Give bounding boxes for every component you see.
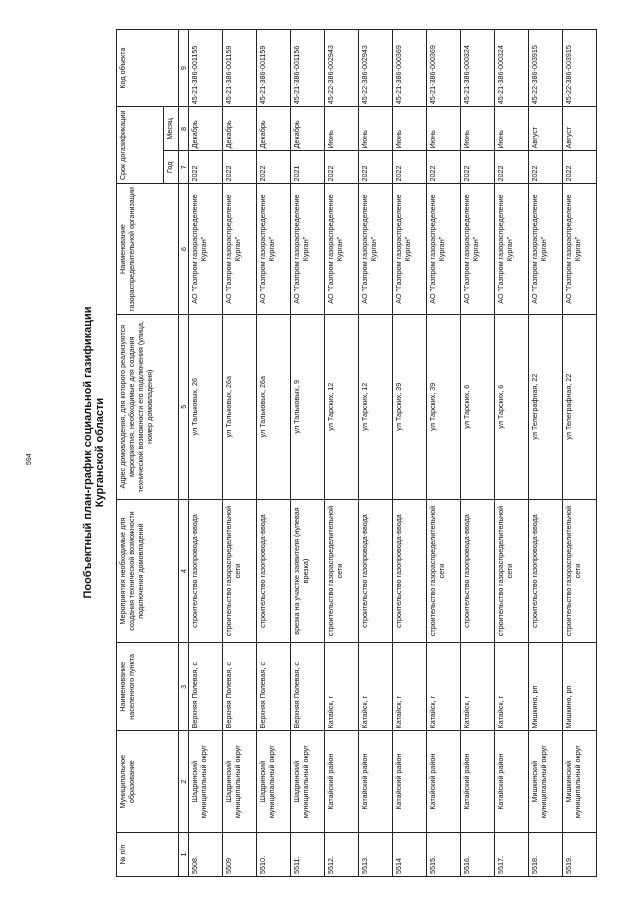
month-cell: Июнь [393,107,427,151]
month-cell: Август [529,107,563,151]
address-cell: ул Тарских, 39 [393,314,427,499]
row-number: 5514 [393,832,427,876]
col-header-year: Год [164,151,179,184]
settlement-cell: Верхняя Полевая, с [257,643,291,731]
measures-cell: строительство газопровода-ввода [359,499,393,642]
month-cell: Июнь [427,107,461,151]
address-cell: ул Телеграфная, 22 [529,314,563,499]
row-number: 5513. [359,832,393,876]
municipality-cell: Мишкинский муниципальный округ [529,731,563,832]
row-number: 5508. [189,832,223,876]
measures-cell: строительство газопровода-ввода [189,499,223,642]
gasification-table [116,29,597,877]
column-number: 8 [179,107,189,151]
object-code-cell: 45-21-386-000324 [495,30,529,107]
organization-cell: АО "Газпром газораспределение Курган" [223,184,257,314]
object-code-cell: 45-21-386-001155 [189,30,223,107]
year-cell: 2022 [393,151,427,184]
measures-cell: строительство газораспределительной сети [563,499,597,642]
page-number: 594 [26,453,33,465]
col-header-address: Адрес домовладения, для которого реализуются мероприятия, необходимые для создания технической возможности его подключения (улица, номер домовладения) [117,314,179,499]
address-cell: ул Тальковых, 26а [257,314,291,499]
month-cell: Декабрь [257,107,291,151]
address-cell: ул Телеграфная, 22 [563,314,597,499]
row-number: 5510. [257,832,291,876]
object-code-cell: 45-21-386-000324 [461,30,495,107]
settlement-cell: Верхняя Полевая, с [189,643,223,731]
settlement-cell: Катайск, г [495,643,529,731]
table-row [325,30,359,877]
object-code-cell: 45-21-386-000369 [393,30,427,107]
table-row [529,30,563,877]
col-header-object-code: Код объекта [117,30,179,107]
address-cell: ул Тальковых, 26а [223,314,257,499]
measures-cell: строительство газораспределительной сети [495,499,529,642]
measures-cell: строительство газораспределительной сети [427,499,461,642]
month-cell: Июнь [461,107,495,151]
address-cell: ул Тальковых, 9 [291,314,325,499]
measures-cell: строительство газопровода-ввода [257,499,291,642]
organization-cell: АО "Газпром газораспределение Курган" [291,184,325,314]
organization-cell: АО "Газпром газораспределение Курган" [189,184,223,314]
municipality-cell: Мишкинский муниципальный округ [563,731,597,832]
month-cell: Июнь [325,107,359,151]
table-row [189,30,223,877]
measures-cell: строительство газораспределительной сети [325,499,359,642]
object-code-cell: 45-21-386-001159 [257,30,291,107]
column-number: 5 [179,314,189,499]
settlement-cell: Верхняя Полевая, с [291,643,325,731]
address-cell: ул Тарских, 12 [359,314,393,499]
table-row [359,30,393,877]
row-number: 5516. [461,832,495,876]
object-code-cell: 45-21-386-001159 [223,30,257,107]
municipality-cell: Катайский район [427,731,461,832]
organization-cell: АО "Газпром газораспределение Курган" [427,184,461,314]
object-code-cell: 45-22-386-003915 [563,30,597,107]
year-cell: 2022 [223,151,257,184]
year-cell: 2022 [427,151,461,184]
object-code-cell: 45-21-386-000369 [427,30,461,107]
row-number: 5517. [495,832,529,876]
year-cell: 2021 [291,151,325,184]
column-number: 4 [179,499,189,642]
settlement-cell: Катайск, г [325,643,359,731]
organization-cell: АО "Газпром газораспределение Курган" [461,184,495,314]
settlement-cell: Катайск, г [427,643,461,731]
municipality-cell: Шадринский муниципальный округ [291,731,325,832]
row-number: 5518. [529,832,563,876]
table-row [427,30,461,877]
col-header-settlement: Наименование населенного пункта [117,643,179,731]
organization-cell: АО "Газпром газораспределение Курган" [393,184,427,314]
column-numbers-row [179,30,189,877]
year-cell: 2022 [529,151,563,184]
month-cell: Декабрь [291,107,325,151]
address-cell: ул Тарских, 6 [495,314,529,499]
object-code-cell: 45-22-386-002943 [325,30,359,107]
address-cell: ул Тальковых, 26 [189,314,223,499]
col-header-num: № п/п [117,832,179,876]
municipality-cell: Катайский район [359,731,393,832]
settlement-cell: Катайск, г [393,643,427,731]
table-body [179,30,597,877]
table-row [223,30,257,877]
row-number: 5519. [563,832,597,876]
organization-cell: АО "Газпром газораспределение Курган" [325,184,359,314]
municipality-cell: Шадринский муниципальный округ [223,731,257,832]
document-subtitle: Курганской области [94,397,106,508]
column-number: 1 [179,832,189,876]
year-cell: 2022 [495,151,529,184]
table-row [461,30,495,877]
municipality-cell: Шадринский муниципальный округ [189,731,223,832]
column-number: 3 [179,643,189,731]
settlement-cell: Мишкино, рп [529,643,563,731]
settlement-cell: Верхняя Полевая, с [223,643,257,731]
month-cell: Июнь [359,107,393,151]
object-code-cell: 45-22-386-002943 [359,30,393,107]
settlement-cell: Катайск, г [359,643,393,731]
column-number: 7 [179,151,189,184]
measures-cell: строительство газораспределительной сети [223,499,257,642]
row-number: 5512. [325,832,359,876]
col-header-municipality: Муниципальное образование [117,731,179,832]
row-number: 5515. [427,832,461,876]
table-row [257,30,291,877]
measures-cell: строительство газопровода-ввода [461,499,495,642]
measures-cell: строительство газопровода-ввода [393,499,427,642]
month-cell: Декабрь [189,107,223,151]
year-cell: 2022 [189,151,223,184]
row-number: 5509 [223,832,257,876]
settlement-cell: Катайск, г [461,643,495,731]
col-header-month: Месяц [164,107,179,151]
col-header-organization: Наименование газораспределительной организации [117,184,179,314]
month-cell: Август [563,107,597,151]
month-cell: Июнь [495,107,529,151]
year-cell: 2022 [461,151,495,184]
municipality-cell: Катайский район [325,731,359,832]
organization-cell: АО "Газпром газораспределение Курган" [529,184,563,314]
organization-cell: АО "Газпром газораспределение Курган" [257,184,291,314]
column-number: 6 [179,184,189,314]
municipality-cell: Катайский район [393,731,427,832]
table-row [393,30,427,877]
year-cell: 2022 [325,151,359,184]
address-cell: ул Тарских, 12 [325,314,359,499]
year-cell: 2022 [563,151,597,184]
document-title: Пообъектный план-график социальной газификации [82,306,94,599]
year-cell: 2022 [359,151,393,184]
address-cell: ул Тарских, 39 [427,314,461,499]
municipality-cell: Катайский район [495,731,529,832]
organization-cell: АО "Газпром газораспределение Курган" [359,184,393,314]
organization-cell: АО "Газпром газораспределение Курган" [495,184,529,314]
table-row [563,30,597,877]
object-code-cell: 45-22-386-003915 [529,30,563,107]
measures-cell: врезка на участке заявителя (нулевая врезка) [291,499,325,642]
municipality-cell: Катайский район [461,731,495,832]
settlement-cell: Мишкино, рп [563,643,597,731]
column-number: 9 [179,30,189,107]
measures-cell: строительство газопровода-ввода [529,499,563,642]
month-cell: Декабрь [223,107,257,151]
column-number: 2 [179,731,189,832]
table-row [291,30,325,877]
col-header-deadline: Срок догазификации [117,107,164,184]
municipality-cell: Шадринский муниципальный округ [257,731,291,832]
object-code-cell: 45-21-386-001156 [291,30,325,107]
row-number: 5511. [291,832,325,876]
year-cell: 2022 [257,151,291,184]
organization-cell: АО "Газпром газораспределение Курган" [563,184,597,314]
col-header-measures: Мероприятия необходимые для создания технической возможности подключения домовладений [117,499,179,642]
table-row [495,30,529,877]
address-cell: ул Тарских, 6 [461,314,495,499]
